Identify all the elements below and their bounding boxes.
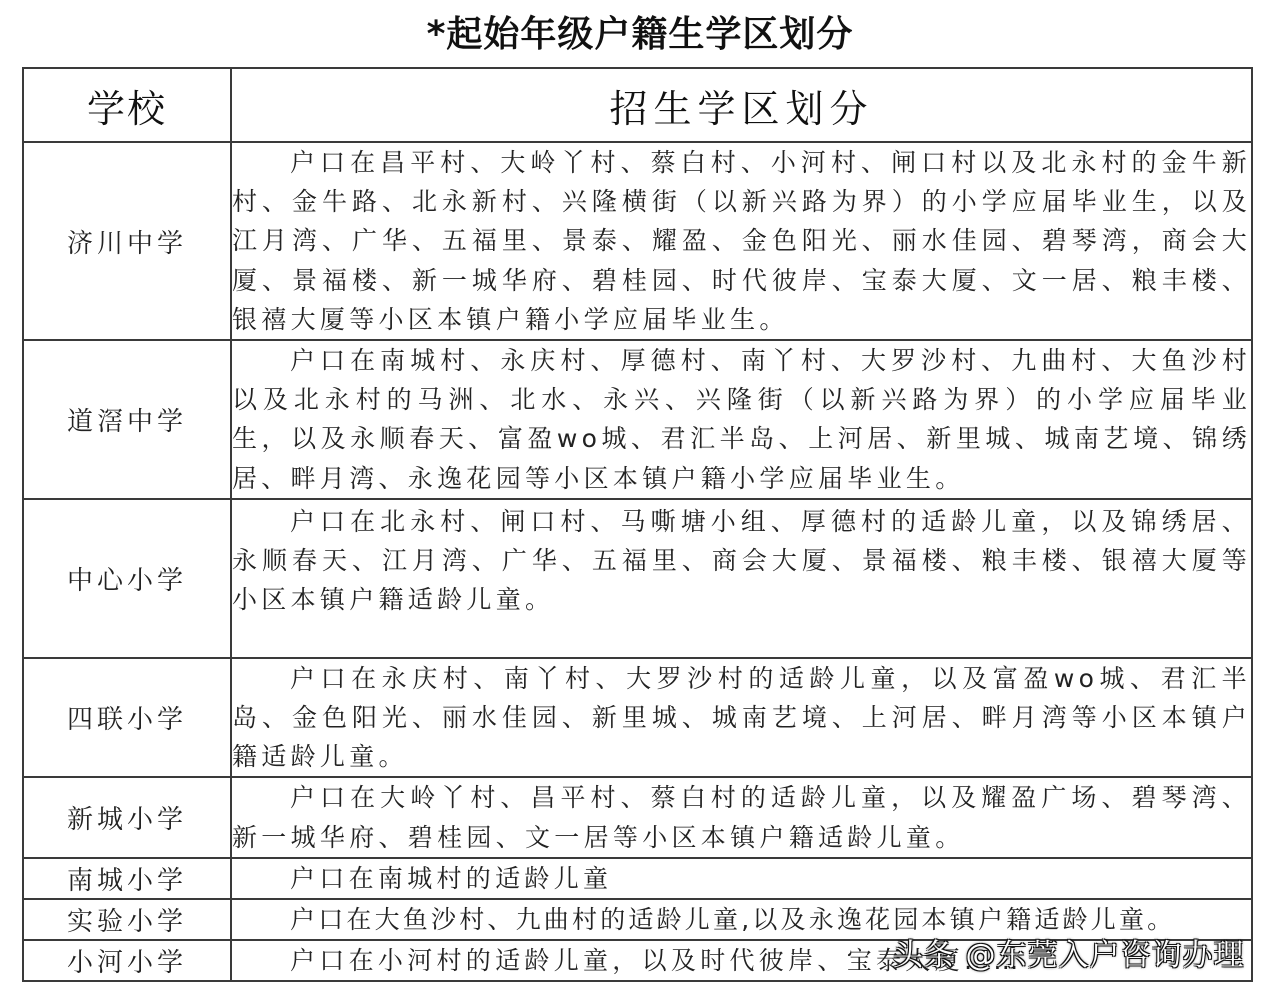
school-name: 济川中学	[23, 142, 231, 340]
school-name: 南城小学	[23, 858, 231, 899]
table-row	[23, 858, 1252, 899]
zone-description: 户口在南城村、永庆村、厚德村、南丫村、大罗沙村、九曲村、大鱼沙村以及北永村的马洲、北水、永兴、兴隆街（以新兴路为界）的小学应届毕业生，以及永顺春天、富盈wo城、君汇半岛、上河居、新里城、城南艺境、锦绣居、畔月湾、永逸花园等小区本镇户籍小学应届毕业生。	[231, 340, 1252, 499]
zone-description: 户口在昌平村、大岭丫村、蔡白村、小河村、闸口村以及北永村的金牛新村、金牛路、北永新村、兴隆横街（以新兴路为界）的小学应届毕业生，以及江月湾、广华、五福里、景泰、耀盈、金色阳光、丽水佳园、碧琴湾，商会大厦、景福楼、新一城华府、碧桂园、时代彼岸、宝泰大厦、文一居、粮丰楼、银禧大厦等小区本镇户籍小学应届毕业生。	[231, 142, 1252, 340]
page-title: *起始年级户籍生学区划分	[426, 14, 854, 55]
zone-description: 户口在小河村的适龄儿童，以及时代彼岸、宝泰大厦……	[231, 940, 1252, 981]
table-row	[23, 777, 1252, 857]
school-name: 实验小学	[23, 899, 231, 940]
table-row	[23, 340, 1252, 499]
school-name: 道滘中学	[23, 340, 231, 499]
zone-description: 户口在北永村、闸口村、马嘶塘小组、厚德村的适龄儿童，以及锦绣居、永顺春天、江月湾、广华、五福里、商会大厦、景福楼、粮丰楼、银禧大厦等小区本镇户籍适龄儿童。	[231, 499, 1252, 658]
school-name: 新城小学	[23, 777, 231, 857]
table-header-row	[23, 68, 1252, 142]
school-name: 四联小学	[23, 658, 231, 778]
zone-description: 户口在南城村的适龄儿童	[231, 858, 1252, 899]
watermark: 头条 @东莞入户咨询办理	[893, 938, 1245, 973]
zone-description: 户口在大岭丫村、昌平村、蔡白村的适龄儿童，以及耀盈广场、碧琴湾、新一城华府、碧桂园、文一居等小区本镇户籍适龄儿童。	[231, 777, 1252, 857]
school-name: 小河小学	[23, 940, 231, 981]
zone-description: 户口在永庆村、南丫村、大罗沙村的适龄儿童，以及富盈wo城、君汇半岛、金色阳光、丽水佳园、新里城、城南艺境、上河居、畔月湾等小区本镇户籍适龄儿童。	[231, 658, 1252, 778]
school-name: 中心小学	[23, 499, 231, 658]
column-header-zone: 招生学区划分	[231, 68, 1252, 142]
table-row	[23, 142, 1252, 340]
zone-description: 户口在大鱼沙村、九曲村的适龄儿童,以及永逸花园本镇户籍适龄儿童。	[231, 899, 1252, 940]
table-row	[23, 658, 1252, 778]
table-row	[23, 499, 1252, 658]
column-header-school: 学校	[23, 68, 231, 142]
school-zone-table	[22, 67, 1253, 982]
